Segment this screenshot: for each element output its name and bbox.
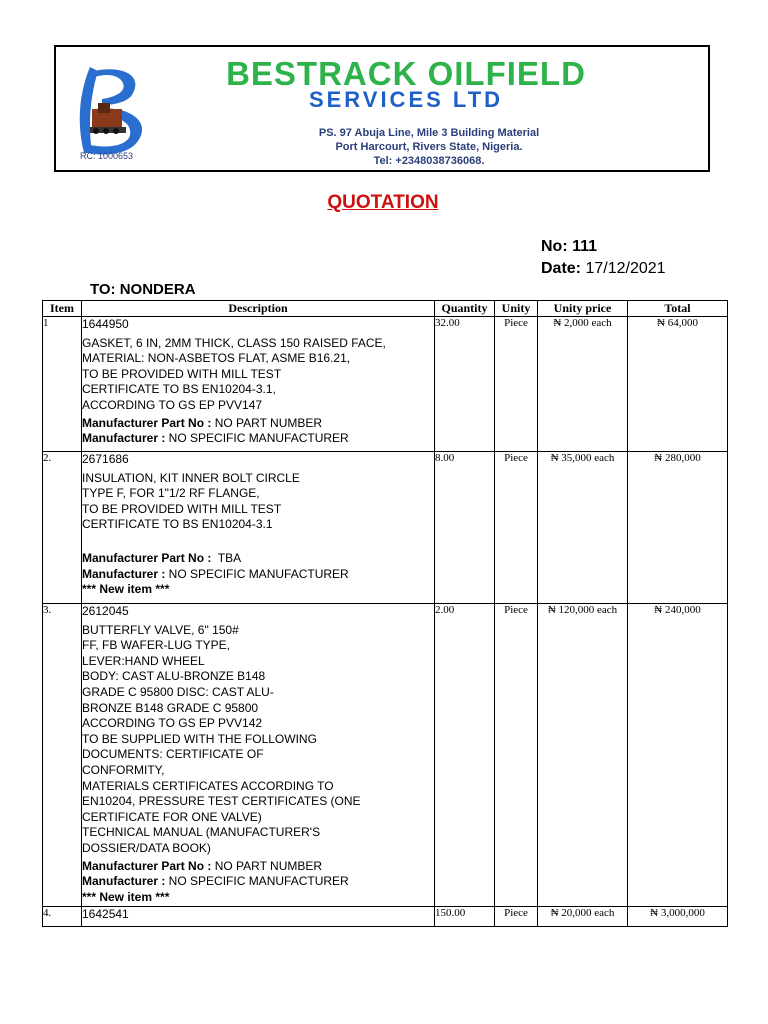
description-line: MATERIAL: NON-ASBETOS FLAT, ASME B16.21, xyxy=(82,351,351,366)
rc-number: RC: 1000653 xyxy=(80,151,134,161)
description-line: ACCORDING TO GS EP PVV147 xyxy=(82,397,263,412)
header-description: Description xyxy=(82,301,435,317)
manufacturer-label: Manufacturer : xyxy=(82,566,166,581)
manufacturer-label: Manufacturer : xyxy=(82,431,166,446)
header-total: Total xyxy=(628,301,728,317)
manufacturer-part-number-value: NO PART NUMBER xyxy=(211,858,323,873)
quotation-date-label: Date: xyxy=(541,260,582,277)
unity: Piece xyxy=(495,452,538,604)
quantity: 150.00 xyxy=(435,907,495,927)
line-total: ₦ 64,000 xyxy=(628,317,728,452)
description-line: CERTIFICATE TO BS EN10204-3.1 xyxy=(82,517,273,532)
manufacturer-value: NO SPECIFIC MANUFACTURER xyxy=(165,566,349,581)
item-description xyxy=(82,317,435,452)
manufacturer-part-number-label: Manufacturer Part No : xyxy=(82,415,212,430)
description-line: CERTIFICATE TO BS EN10204-3.1, xyxy=(82,382,276,397)
spacer xyxy=(82,533,434,549)
manufacturer xyxy=(82,431,434,447)
quantity: 32.00 xyxy=(435,317,495,452)
quotation-date-value: 17/12/2021 xyxy=(585,260,666,277)
description-line: CERTIFICATE FOR ONE VALVE) xyxy=(82,809,262,824)
unity: Piece xyxy=(495,604,538,907)
header-unity: Unity xyxy=(495,301,538,317)
description-lines xyxy=(82,336,434,414)
letterhead xyxy=(54,45,710,172)
item-number: 2. xyxy=(43,452,82,604)
manufacturer-part-number xyxy=(82,859,434,875)
manufacturer-part-number-label: Manufacturer Part No : xyxy=(82,858,212,873)
part-number: 1644950 xyxy=(82,317,129,331)
manufacturer-part-number xyxy=(82,416,434,432)
manufacturer-part-number xyxy=(82,551,434,567)
item-description xyxy=(82,604,435,907)
line-total: ₦ 3,000,000 xyxy=(628,907,728,927)
quotation-number-label: No: xyxy=(541,238,568,255)
company-telephone: Tel: +2348038736068. xyxy=(373,155,485,167)
table-body xyxy=(43,317,728,927)
part-number: 1642541 xyxy=(82,907,129,921)
recipient: TO: NONDERA xyxy=(90,281,196,298)
manufacturer-part-number-value: TBA xyxy=(211,550,242,565)
manufacturer xyxy=(82,874,434,890)
unity-price: ₦ 120,000 each xyxy=(538,604,628,907)
item-description xyxy=(82,907,435,927)
table-header-row xyxy=(43,301,728,317)
item-description xyxy=(82,452,435,604)
item-number: 3. xyxy=(43,604,82,907)
manufacturer-part-number-value: NO PART NUMBER xyxy=(211,415,323,430)
unity: Piece xyxy=(495,317,538,452)
quantity: 2.00 xyxy=(435,604,495,907)
quotation-number-value: 111 xyxy=(572,238,598,255)
description-line: BUTTERFLY VALVE, 6" 150# xyxy=(82,622,239,637)
unity-price: ₦ 2,000 each xyxy=(538,317,628,452)
header-unity-price: Unity price xyxy=(538,301,628,317)
line-total: ₦ 280,000 xyxy=(628,452,728,604)
unity-price: ₦ 35,000 each xyxy=(538,452,628,604)
description-line: DOSSIER/DATA BOOK) xyxy=(82,840,211,855)
manufacturer-part-number-label: Manufacturer Part No : xyxy=(82,550,212,565)
company-address-line1: PS. 97 Abuja Line, Mile 3 Building Material xyxy=(318,127,540,139)
quotation-table xyxy=(42,300,728,927)
manufacturer xyxy=(82,567,434,583)
description-lines xyxy=(82,471,434,533)
description-line: INSULATION, KIT INNER BOLT CIRCLE xyxy=(82,470,300,485)
table-row xyxy=(43,907,728,927)
table-row xyxy=(43,604,728,907)
description-line: TO BE PROVIDED WITH MILL TEST xyxy=(82,366,282,381)
unity-price: ₦ 20,000 each xyxy=(538,907,628,927)
quantity: 8.00 xyxy=(435,452,495,604)
manufacturer-value: NO SPECIFIC MANUFACTURER xyxy=(165,431,349,446)
description-line: TYPE F, FOR 1"1/2 RF FLANGE, xyxy=(82,486,260,501)
description-line: BRONZE B148 GRADE C 95800 xyxy=(82,700,259,715)
quotation-number xyxy=(541,238,597,256)
quotation-date xyxy=(541,260,666,278)
company-name-line1: BESTRACK OILFIELD xyxy=(226,55,586,92)
description-line: TO BE PROVIDED WITH MILL TEST xyxy=(82,501,282,516)
manufacturer-label: Manufacturer : xyxy=(82,874,166,889)
part-number: 2612045 xyxy=(82,604,129,618)
description-line: BODY: CAST ALU-BRONZE B148 xyxy=(82,669,266,684)
manufacturer-value: NO SPECIFIC MANUFACTURER xyxy=(165,874,349,889)
document-title: QUOTATION xyxy=(327,192,439,213)
table-row xyxy=(43,452,728,604)
description-line: TO BE SUPPLIED WITH THE FOLLOWING xyxy=(82,731,317,746)
description-line: EN10204, PRESSURE TEST CERTIFICATES (ONE xyxy=(82,794,361,809)
description-line: FF, FB WAFER-LUG TYPE, xyxy=(82,638,231,653)
description-line: GRADE C 95800 DISC: CAST ALU- xyxy=(82,684,274,699)
line-total: ₦ 240,000 xyxy=(628,604,728,907)
description-line: MATERIALS CERTIFICATES ACCORDING TO xyxy=(82,778,334,793)
unity: Piece xyxy=(495,907,538,927)
description-lines xyxy=(82,623,434,857)
part-number: 2671686 xyxy=(82,452,129,466)
header-item: Item xyxy=(43,301,82,317)
item-number: 1 xyxy=(43,317,82,452)
description-line: GASKET, 6 IN, 2MM THICK, CLASS 150 RAISED FACE, xyxy=(82,335,386,350)
item-number: 4. xyxy=(43,907,82,927)
company-name-line2: SERVICES LTD xyxy=(308,87,504,112)
table-row xyxy=(43,317,728,452)
new-item-flag: *** New item *** xyxy=(82,889,170,904)
description-line: TECHNICAL MANUAL (MANUFACTURER'S xyxy=(82,825,321,840)
header-quantity: Quantity xyxy=(435,301,495,317)
description-line: LEVER:HAND WHEEL xyxy=(82,653,205,668)
company-address-line2: Port Harcourt, Rivers State, Nigeria. xyxy=(335,141,523,153)
company-logo xyxy=(72,61,152,161)
description-line: ACCORDING TO GS EP PVV142 xyxy=(82,716,263,731)
description-line: DOCUMENTS: CERTIFICATE OF xyxy=(82,747,264,762)
new-item-flag: *** New item *** xyxy=(82,582,170,597)
description-line: CONFORMITY, xyxy=(82,762,165,777)
